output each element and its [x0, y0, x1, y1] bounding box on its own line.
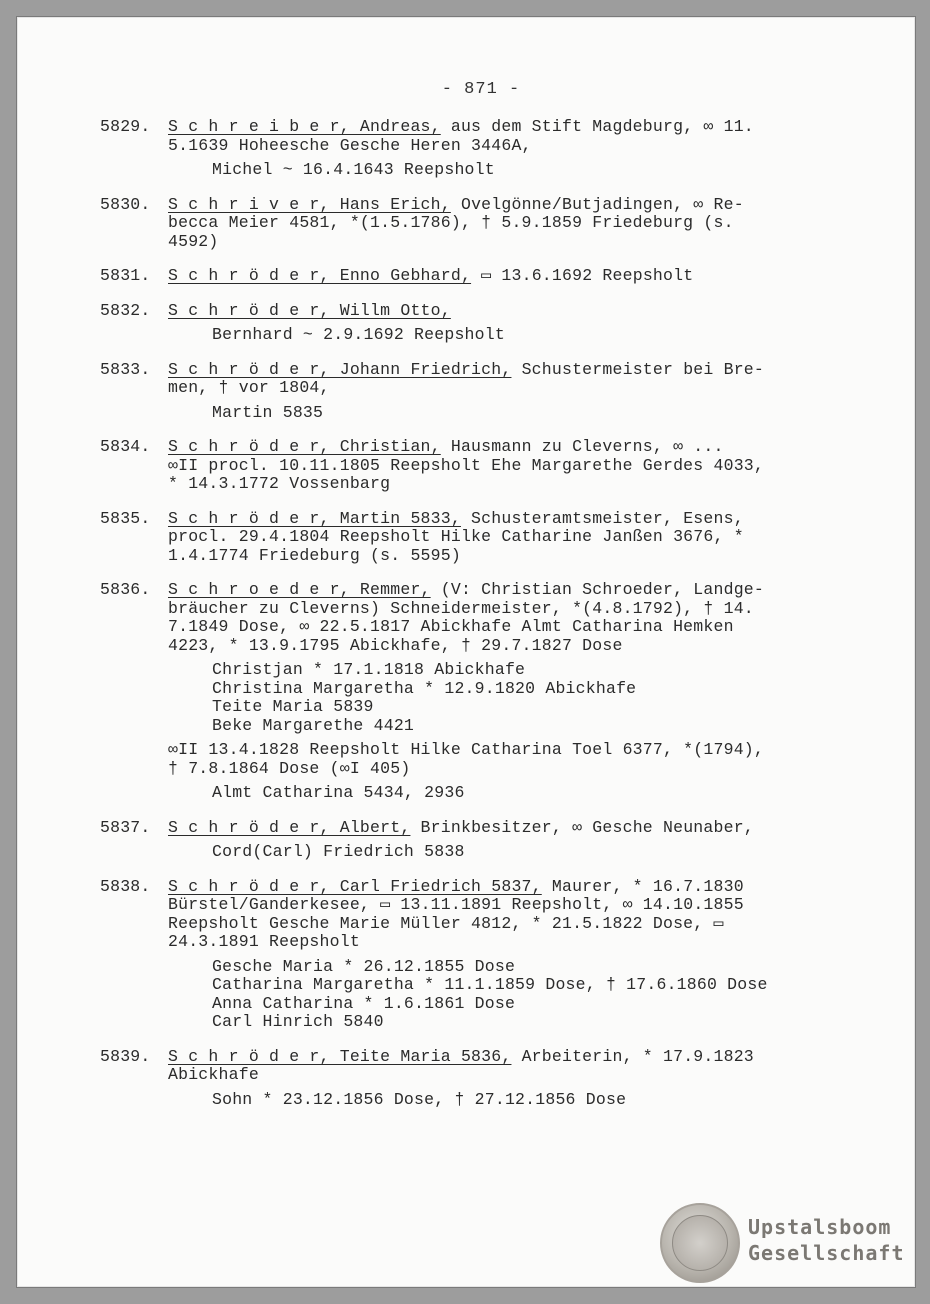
- surname-heading: S c h r ö d e r, Willm Otto,: [168, 300, 451, 320]
- entry-details: aus dem Stift Magdeburg, ∞ 11.: [440, 117, 754, 136]
- entry-details: ▭ 13.6.1692 Reepsholt: [471, 266, 694, 285]
- entry-number: 5830.: [100, 194, 151, 214]
- entry-line: [168, 118, 840, 137]
- surname-heading: S c h r ö d e r, Enno Gebhard,: [168, 266, 472, 285]
- second-marriage-line: † 7.8.1864 Dose (∞I 405): [168, 758, 411, 778]
- entry-body: [168, 878, 840, 1032]
- surname-heading: S c h r ö d e r, Christian,: [168, 437, 441, 456]
- page-number: - 871 -: [441, 80, 521, 99]
- children-list: [212, 958, 840, 1032]
- entry-details: Schustermeister bei Bre-: [511, 359, 765, 379]
- entry-line: bräucher zu Cleverns) Schneidermeister, *(4.8.1792), † 14.: [168, 598, 754, 618]
- entry-line: Reepsholt Gesche Marie Müller 4812, * 21.5.1822 Dose, ▭: [168, 913, 724, 933]
- entry-line: [168, 196, 840, 215]
- entry-body: [168, 267, 840, 286]
- surname-heading: S c h r e i b e r, Andreas,: [168, 117, 441, 136]
- entry-details: Schusteramtsmeister, Esens,: [460, 508, 744, 528]
- entry-body: [168, 118, 840, 180]
- child-item: Michel ~ 16.4.1643 Reepsholt: [212, 160, 495, 179]
- child-item: Christina Margaretha * 12.9.1820 Abickhafe: [212, 678, 637, 698]
- entry-line: [168, 361, 840, 380]
- entry: [100, 510, 840, 566]
- entry-details: Maurer, * 16.7.1830: [541, 876, 744, 896]
- entry: [100, 581, 840, 803]
- entry-details: Ovelgönne/Butjadingen, ∞ Re-: [450, 194, 744, 214]
- children-list: [212, 661, 840, 735]
- child-item: Gesche Maria * 26.12.1855 Dose: [212, 956, 516, 976]
- entry-line: ∞II procl. 10.11.1805 Reepsholt Ehe Margarethe Gerdes 4033,: [168, 455, 764, 475]
- children-list: [212, 1091, 840, 1110]
- entry-details: Brinkbesitzer, ∞ Gesche Neunaber,: [410, 817, 754, 837]
- entry-number: 5829.: [100, 117, 151, 136]
- surname-heading: S c h r ö d e r, Albert,: [168, 817, 411, 837]
- entry-body: [168, 510, 840, 566]
- entry-body: [168, 819, 840, 862]
- entry-body: [168, 196, 840, 252]
- watermark-line-2: Gesellschaft: [748, 1241, 905, 1265]
- child-item: Almt Catharina 5434, 2936: [212, 783, 465, 802]
- child-item: Bernhard ~ 2.9.1692 Reepsholt: [212, 325, 505, 344]
- entry-line: [168, 1048, 840, 1067]
- entry-line: Abickhafe: [168, 1065, 259, 1084]
- entry: [100, 1048, 840, 1110]
- entry-line: [168, 302, 840, 321]
- genealogy-entries: [100, 118, 840, 1125]
- entry: [100, 438, 840, 494]
- entry-line: Bürstel/Ganderkesee, ▭ 13.11.1891 Reepsholt, ∞ 14.10.1855: [168, 895, 744, 914]
- surname-heading: S c h r i v e r, Hans Erich,: [168, 194, 451, 214]
- entry-line: becca Meier 4581, *(1.5.1786), † 5.9.1859 Friedeburg (s.: [168, 213, 734, 232]
- entry-body: [168, 361, 840, 423]
- entry-line: [168, 438, 840, 457]
- surname-heading: S c h r ö d e r, Johann Friedrich,: [168, 359, 512, 379]
- entry-number: 5831.: [100, 266, 151, 285]
- entry-line: [168, 581, 840, 600]
- entry: [100, 361, 840, 423]
- child-item: Beke Margarethe 4421: [212, 715, 415, 735]
- children-list: [212, 161, 840, 180]
- entry-line: [168, 267, 840, 286]
- entry-details: Arbeiterin, * 17.9.1823: [511, 1046, 754, 1066]
- child-item: Carl Hinrich 5840: [212, 1012, 384, 1031]
- entry-line: * 14.3.1772 Vossenbarg: [168, 474, 391, 493]
- child-item: Christjan * 17.1.1818 Abickhafe: [212, 660, 526, 679]
- entry-number: 5834.: [100, 437, 151, 456]
- child-item: Anna Catharina * 1.6.1861 Dose: [212, 993, 516, 1013]
- entry-number: 5835.: [100, 508, 151, 528]
- child-item: Martin 5835: [212, 402, 324, 422]
- entry: [100, 819, 840, 862]
- entry-body: [168, 302, 840, 345]
- child-item: Catharina Margaretha * 11.1.1859 Dose, † 17.6.1860 Dose: [212, 975, 768, 994]
- entry-number: 5833.: [100, 359, 151, 379]
- entry-body: [168, 1048, 840, 1110]
- entry-details: Hausmann zu Cleverns, ∞ ...: [440, 437, 724, 456]
- entry-line: 4592): [168, 231, 219, 251]
- second-children-list: [212, 784, 840, 803]
- entry-line: men, † vor 1804,: [168, 378, 330, 397]
- entry: [100, 878, 840, 1032]
- entry-number: 5837.: [100, 817, 151, 837]
- child-item: Cord(Carl) Friedrich 5838: [212, 842, 465, 861]
- surname-heading: S c h r o e d e r, Remmer,: [168, 580, 431, 599]
- children-list: [212, 843, 840, 862]
- entry-number: 5832.: [100, 300, 151, 320]
- entry-number: 5836.: [100, 580, 151, 599]
- entry-line: procl. 29.4.1804 Reepsholt Hilke Catharine Janßen 3676, *: [168, 527, 744, 546]
- entry-line: [168, 878, 840, 897]
- entry-line: 24.3.1891 Reepsholt: [168, 932, 360, 951]
- entry: [100, 267, 840, 286]
- children-list: [212, 404, 840, 423]
- entry-line: 4223, * 13.9.1795 Abickhafe, † 29.7.1827 Dose: [168, 635, 623, 655]
- entry-details: (V: Christian Schroeder, Landge-: [430, 580, 765, 599]
- entry-line: 5.1639 Hoheesche Gesche Heren 3446A,: [168, 135, 532, 155]
- entry: [100, 302, 840, 345]
- child-item: Sohn * 23.12.1856 Dose, † 27.12.1856 Dose: [212, 1089, 627, 1109]
- entry-body: [168, 438, 840, 494]
- entry: [100, 196, 840, 252]
- entry-line: 7.1849 Dose, ∞ 22.5.1817 Abickhafe Almt Catharina Hemken: [168, 617, 734, 636]
- entry: [100, 118, 840, 180]
- surname-heading: S c h r ö d e r, Martin 5833,: [168, 508, 461, 528]
- society-seal-icon: [660, 1203, 740, 1283]
- entry-body: [168, 581, 840, 803]
- entry-line: [168, 510, 840, 529]
- entry-line: 1.4.1774 Friedeburg (s. 5595): [168, 545, 461, 565]
- entry-number: 5838.: [100, 876, 151, 896]
- watermark-line-1: Upstalsboom: [748, 1215, 892, 1239]
- entry-line: [168, 819, 840, 838]
- second-marriage-line: ∞II 13.4.1828 Reepsholt Hilke Catharina Toel 6377, *(1794),: [168, 740, 764, 759]
- surname-heading: S c h r ö d e r, Teite Maria 5836,: [168, 1046, 512, 1066]
- surname-heading: S c h r ö d e r, Carl Friedrich 5837,: [168, 876, 542, 896]
- children-list: [212, 326, 840, 345]
- entry-number: 5839.: [100, 1046, 151, 1066]
- child-item: Teite Maria 5839: [212, 697, 374, 716]
- second-marriage: [168, 741, 840, 778]
- watermark: [748, 1214, 905, 1266]
